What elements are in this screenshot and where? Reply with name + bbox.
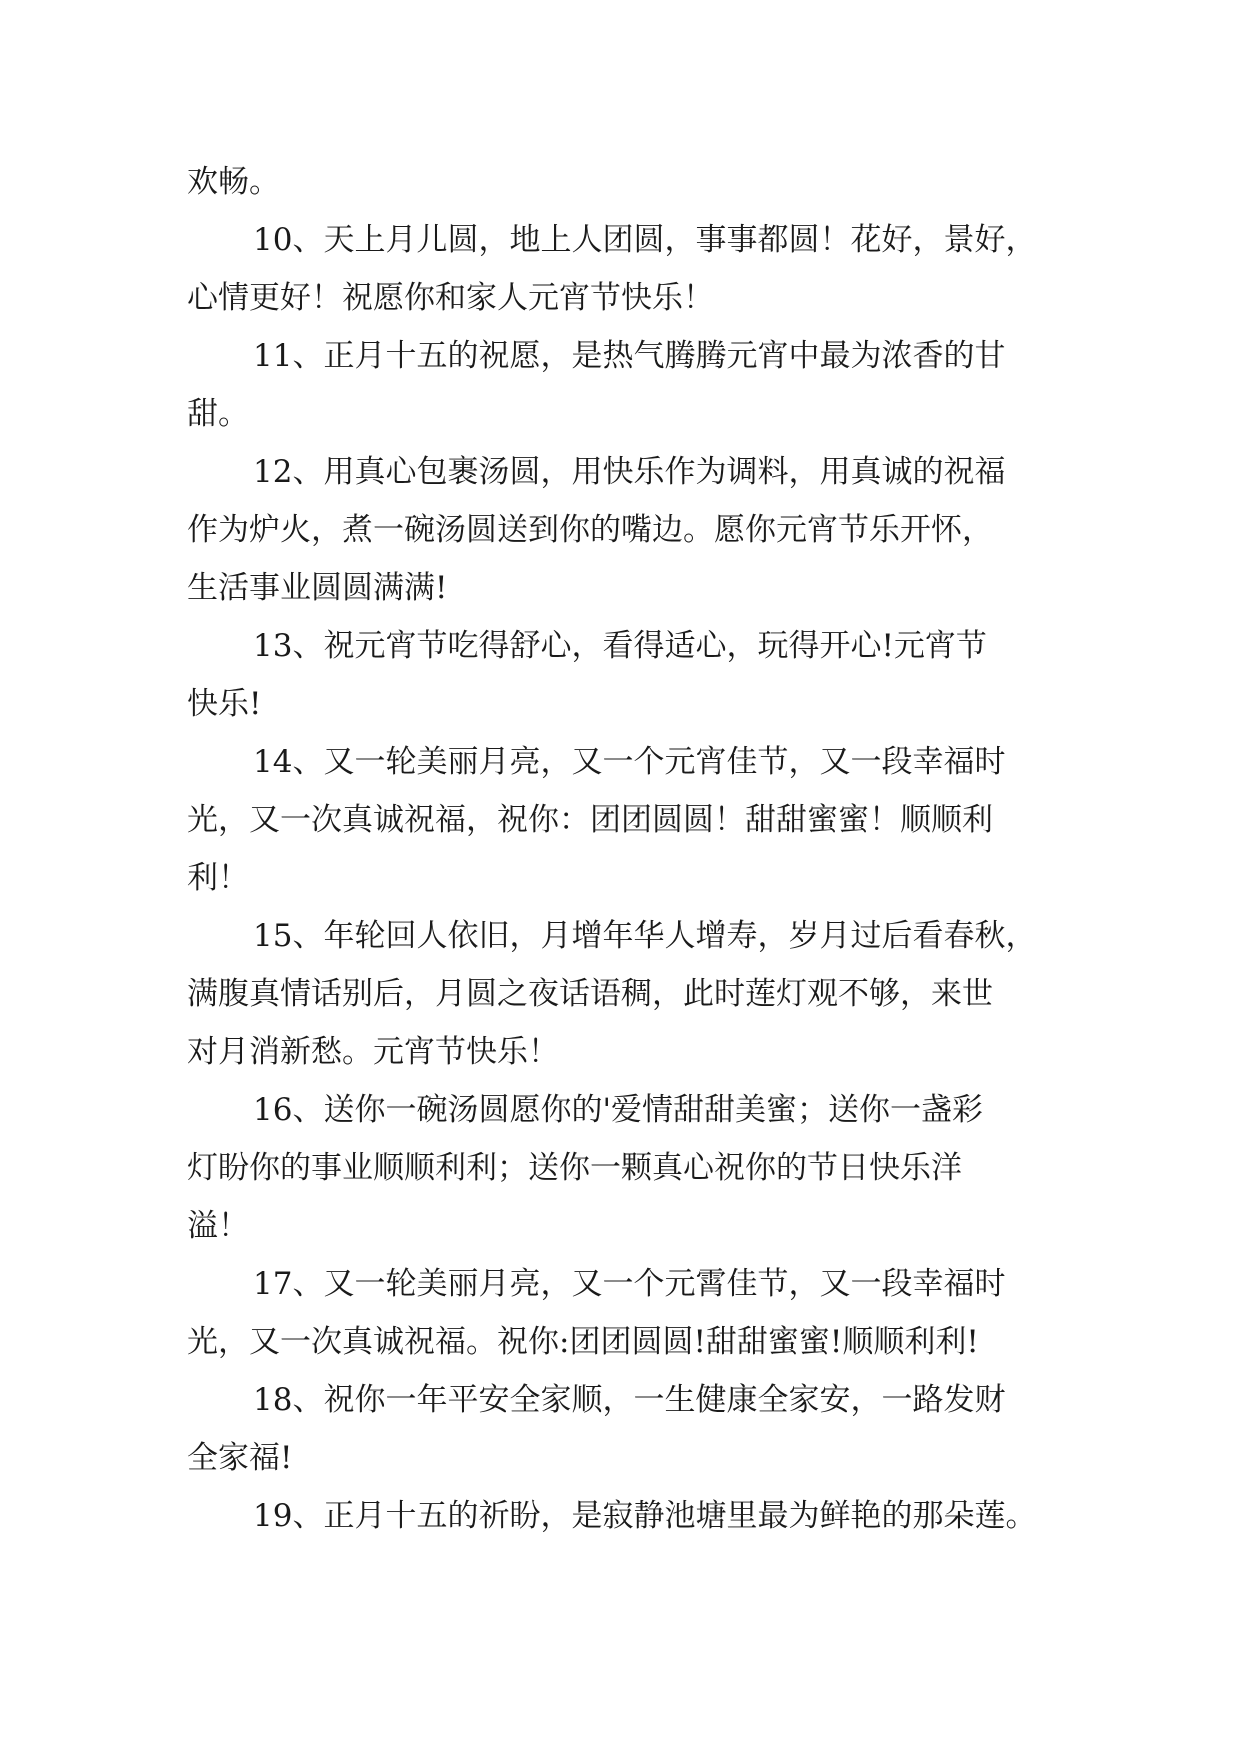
text-line: 11、正月十五的祝愿，是热气腾腾元宵中最为浓香的甘 [253,338,1006,374]
text-line: 灯盼你的事业顺顺利利；送你一颗真心祝你的节日快乐洋 [187,1150,962,1186]
text-line: 对月消新愁。元宵节快乐！ [187,1034,559,1070]
text-line: 17、又一轮美丽月亮，又一个元霄佳节，又一段幸福时 [253,1266,1006,1302]
paragraph-17 [187,1255,1057,1371]
paragraph-13 [187,617,1057,733]
text-line: 生活事业圆圆满满! [187,570,448,606]
text-line: 溢！ [187,1208,249,1244]
text-line: 13、祝元宵节吃得舒心，看得适心，玩得开心!元宵节 [253,628,987,664]
paragraph-12 [187,443,1057,617]
paragraph-11 [187,327,1057,443]
text-line: 12、用真心包裹汤圆，用快乐作为调料，用真诚的祝福 [253,454,1006,490]
document-body [187,153,1057,1545]
paragraph-16 [187,1081,1057,1255]
text-line: 16、送你一碗汤圆愿你的'爱情甜甜美蜜；送你一盏彩 [253,1092,983,1128]
paragraph-15 [187,907,1057,1081]
text-line: 欢畅。 [187,164,280,200]
text-line: 光，又一次真诚祝福，祝你：团团圆圆！甜甜蜜蜜！顺顺利 [187,802,993,838]
paragraph-10 [187,211,1057,327]
text-line: 19、正月十五的祈盼，是寂静池塘里最为鲜艳的那朵莲。 [253,1498,1037,1534]
text-line: 全家福! [187,1440,293,1476]
text-line: 利！ [187,860,249,896]
text-line: 14、又一轮美丽月亮，又一个元宵佳节，又一段幸福时 [253,744,1006,780]
text-line: 18、祝你一年平安全家顺，一生健康全家安，一路发财 [253,1382,1006,1418]
paragraph-18 [187,1371,1057,1487]
text-line: 作为炉火，煮一碗汤圆送到你的嘴边。愿你元宵节乐开怀， [187,512,993,548]
text-line: 心情更好！祝愿你和家人元宵节快乐！ [187,280,714,316]
paragraph-9-tail [187,153,1057,211]
text-line: 15、年轮回人依旧，月增年华人增寿，岁月过后看春秋， [253,918,1037,954]
text-line: 光，又一次真诚祝福。祝你:团团圆圆!甜甜蜜蜜!顺顺利利! [187,1324,979,1360]
text-line: 快乐! [187,686,262,722]
text-line: 甜。 [187,396,249,432]
paragraph-19 [187,1487,1057,1545]
paragraph-14 [187,733,1057,907]
text-line: 10、天上月儿圆，地上人团圆，事事都圆！花好，景好， [253,222,1037,258]
text-line: 满腹真情话别后，月圆之夜话语稠，此时莲灯观不够，来世 [187,976,993,1012]
